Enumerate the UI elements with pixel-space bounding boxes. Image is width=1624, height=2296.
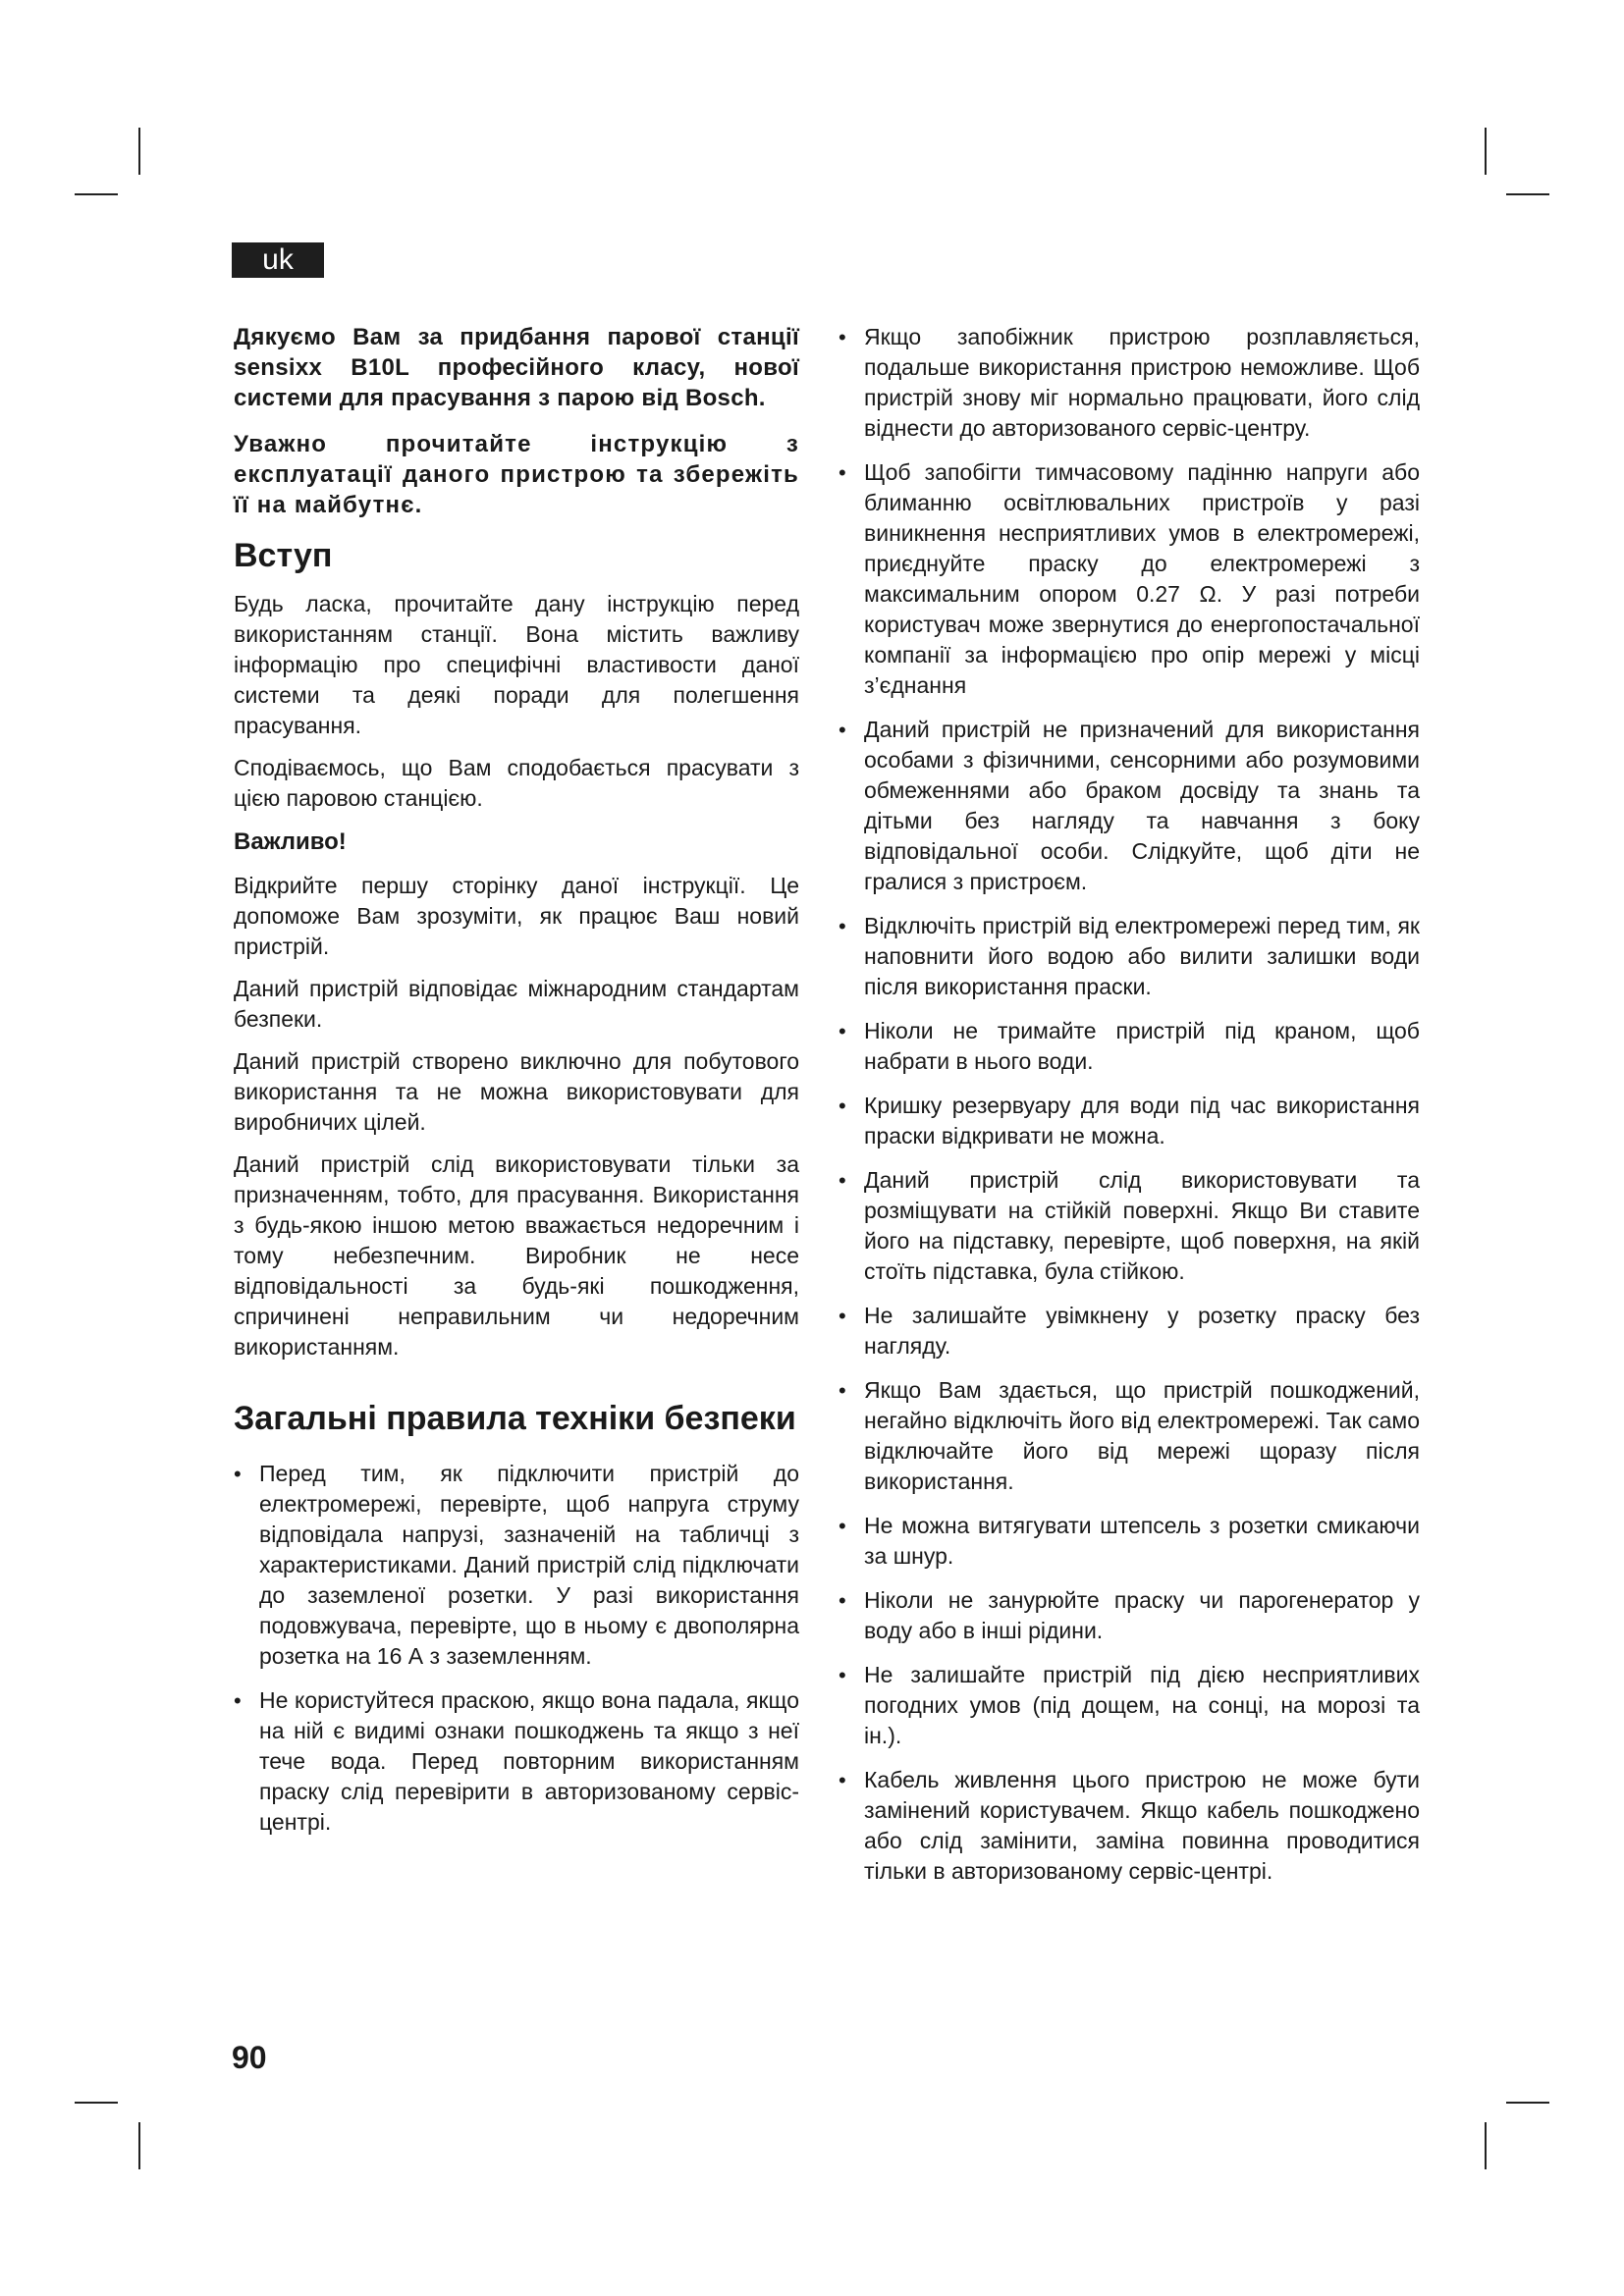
safety-bullet: • Кабель живлення цього пристрою не може бути замінений користувачем. Якщо кабель пошкоджено або слід замінити, заміна повинна проводитися тільки в авторизованому сервіс-центрі.	[839, 1765, 1420, 1887]
important-paragraph: Даний пристрій слід використовувати тільки за призначенням, тобто, для прасування. Використання з будь-якою іншою метою вважається недоречним і тому небезпечним. Виробник не несе відповідальності за будь-які пошкодження, спричинені неправильним чи недоречним використанням.	[234, 1151, 799, 1360]
heading-safety-rules: Загальні правила техніки безпеки	[234, 1400, 796, 1437]
crop-mark	[138, 2122, 140, 2169]
crop-mark	[138, 128, 140, 175]
safety-bullet: • Даний пристрій слід використовувати та розміщувати на стійкій поверхні. Якщо Ви ставите його на підставку, перевірте, щоб поверхня, на якій стоїть підставка, була стійкою.	[839, 1165, 1420, 1287]
intro-thanks: Дякуємо Вам за придбання парової станції sensixx B10L професійного класу, нової системи для прасування з парою від Bosch.	[234, 324, 799, 411]
important-paragraph: Даний пристрій створено виключно для побутового використання та не можна використовувати для виробничих цілей.	[234, 1048, 799, 1135]
intro-paragraph: Сподіваємось, що Вам сподобається прасувати з цією паровою станцією.	[234, 755, 799, 811]
safety-bullet: • Ніколи не тримайте пристрій під краном, щоб набрати в нього води.	[839, 1016, 1420, 1077]
safety-bullet: • Кришку резервуару для води під час використання праски відкривати не можна.	[839, 1091, 1420, 1151]
important-paragraph: Даний пристрій відповідає міжнародним стандартам безпеки.	[234, 976, 799, 1032]
safety-bullet: • Перед тим, як підключити пристрій до електромережі, перевірте, щоб напруга струму відповідала напрузі, зазначеній на табличці з характеристиками. Даний пристрій слід підключати до заземленої розетки. У разі використання подовжувача, перевірте, що в ньому є двополярна розетка на 16 А з заземленням.	[234, 1459, 799, 1672]
intro-read-instructions: Уважно прочитайте інструкцію з експлуатації даного пристрою та збережіть її на майбутнє.	[234, 431, 799, 518]
safety-bullet: • Не можна витягувати штепсель з розетки смикаючи за шнур.	[839, 1511, 1420, 1572]
safety-bullet-list	[234, 1459, 799, 1838]
safety-bullet: • Якщо запобіжник пристрою розплавляється, подальше використання пристрою неможливе. Щоб пристрій знову міг нормально працювати, його слід віднести до авторизованого сервіс-центру.	[839, 322, 1420, 444]
safety-bullet: • Щоб запобігти тимчасовому падінню напруги або блиманню освітлювальних пристроїв у разі виникнення несприятливих умов в електромережі, приєднуйте праску до електромережі з максимальним опором 0.27 Ω. У разі потреби користувач може звернутися до енергопостачальної компанії за інформацією про опір мережі у місці з’єднання	[839, 457, 1420, 701]
safety-bullet: • Даний пристрій не призначений для використання особами з фізичними, сенсорними або розумовими обмеженнями або браком досвіду та знань та дітьми без нагляду та навчання з боку відповідальної особи. Слідкуйте, щоб діти не гралися з пристроєм.	[839, 715, 1420, 897]
crop-mark	[75, 2102, 118, 2104]
page-number: 90	[232, 2040, 267, 2075]
language-tab: uk	[232, 242, 324, 278]
heading-important: Важливо!	[234, 828, 347, 855]
safety-bullet: • Не залишайте увімкнену у розетку праску без нагляду.	[839, 1301, 1420, 1362]
right-column	[839, 322, 1420, 1900]
heading-intro: Вступ	[234, 537, 333, 574]
left-column	[234, 322, 799, 1851]
safety-bullet: • Не залишайте пристрій під дією несприятливих погодних умов (під дощем, на сонці, на морозі та ін.).	[839, 1660, 1420, 1751]
safety-bullet: • Відключіть пристрій від електромережі перед тим, як наповнити його водою або вилити залишки води після використання праски.	[839, 911, 1420, 1002]
intro-paragraph: Будь ласка, прочитайте дану інструкцію перед використанням станції. Вона містить важливу інформацію про специфічні властивости даної системи та деякі поради для полегшення прасування.	[234, 591, 799, 738]
crop-mark	[1485, 2122, 1487, 2169]
crop-mark	[75, 193, 118, 195]
crop-mark	[1485, 128, 1487, 175]
safety-bullet: • Якщо Вам здається, що пристрій пошкоджений, негайно відключіть його від електромережі. Так само відключайте його від мережі щоразу після використання.	[839, 1375, 1420, 1497]
safety-bullet: • Не користуйтеся праскою, якщо вона падала, якщо на ній є видимі ознаки пошкоджень та якщо з неї тече вода. Перед повторним використанням праску слід перевірити в авторизованому сервіс-центрі.	[234, 1685, 799, 1838]
crop-mark	[1506, 193, 1549, 195]
safety-bullet: • Ніколи не занурюйте праску чи парогенератор у воду або в інші рідини.	[839, 1585, 1420, 1646]
important-paragraph: Відкрийте першу сторінку даної інструкції. Це допоможе Вам зрозуміти, як працює Ваш новий пристрій.	[234, 873, 799, 959]
safety-bullet-list-continued	[839, 322, 1420, 1887]
crop-mark	[1506, 2102, 1549, 2104]
